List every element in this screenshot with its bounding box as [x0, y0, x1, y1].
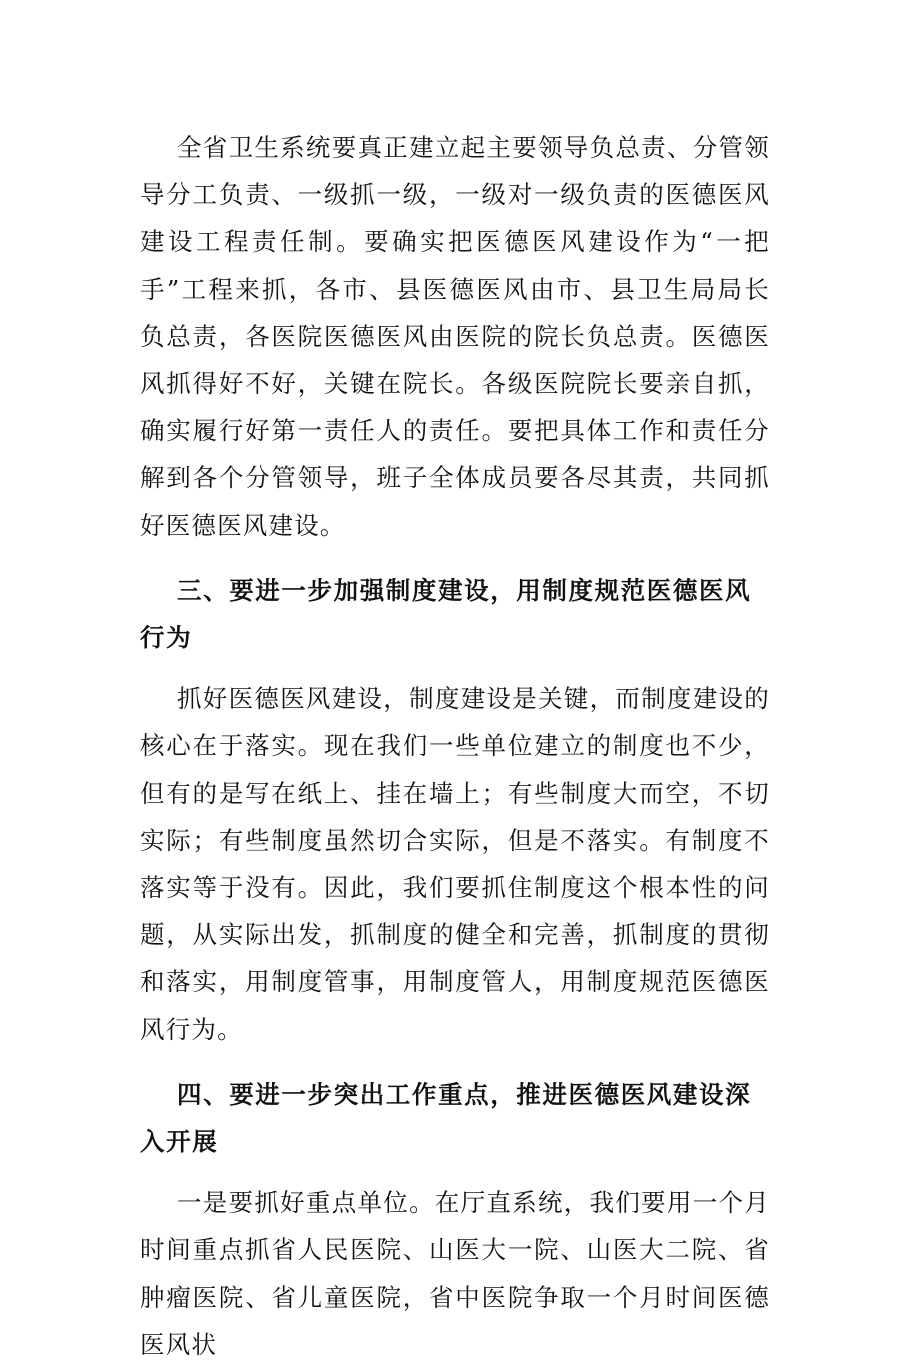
- heading-section-three: 三、要进一步加强制度建设，用制度规范医德医风行为: [140, 575, 752, 653]
- paragraph-system-building: 抓好医德医风建设，制度建设是关键，而制度建设的核心在于落实。现在我们一些单位建立的制度也不少，但有的是写在纸上、挂在墙上；有些制度大而空，不切实际；有些制度虽然切合实际，但是不落实。有制度不落实等于没有。因此，我们要抓住制度这个根本性的问题，从实际出发，抓制度的健全和完善，抓制度的贯彻和落实，用制度管事，用制度管人，用制度规范医德医风行为。: [140, 684, 770, 1044]
- paragraph-key-units: 一是要抓好重点单位。在厅直系统，我们要用一个月时间重点抓省人民医院、山医大一院、山医大二院、省肿瘤医院、省儿童医院，省中医院争取一个月时间医德医风状: [140, 1188, 770, 1359]
- paragraph-responsibility: 全省卫生系统要真正建立起主要领导负总责、分管领导分工负责、一级抓一级，一级对一级负责的医德医风建设工程责任制。要确实把医德医风建设作为“一把手”工程来抓，各市、县医德医风由市、县卫生局局长负总责，各医院医德医风由医院的院长负总责。医德医风抓得好不好，关键在院长。各级医院院长要亲自抓，确实履行好第一责任人的责任。要把具体工作和责任分解到各个分管领导，班子全体成员要各尽其责，共同抓好医德医风建设。: [140, 133, 770, 540]
- document-body: [140, 124, 770, 1368]
- heading-section-four: 四、要进一步突出工作重点，推进医德医风建设深入开展: [140, 1079, 752, 1157]
